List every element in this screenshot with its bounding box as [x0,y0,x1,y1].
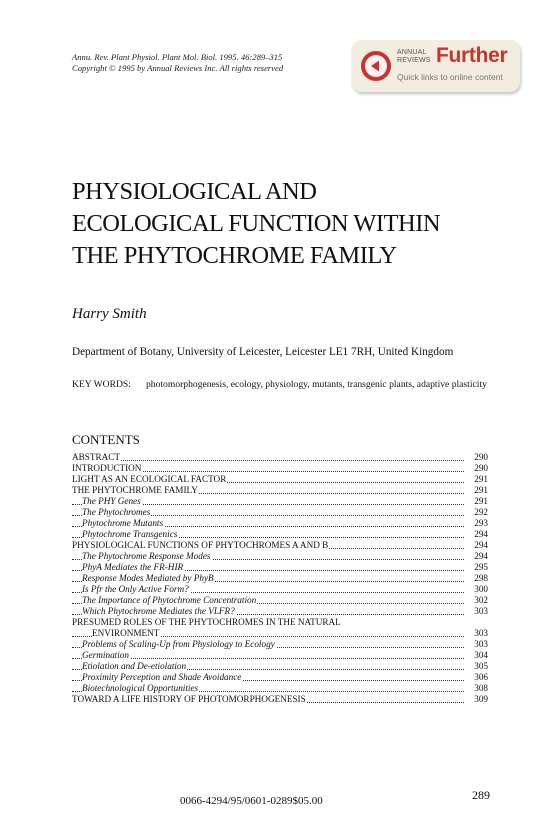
toc-entry-title: The PHY Genes [82,496,141,506]
toc-entry-page: 303 [464,628,488,639]
toc-entry-page: 294 [464,551,488,562]
toc-entry-page: 300 [464,584,488,595]
page-number: 289 [472,788,490,802]
contents-heading: CONTENTS [72,432,140,447]
toc-entry-page: 309 [464,694,488,705]
brand-line-2: REVIEWS [397,57,431,64]
toc-entry-title: PhyA Mediates the FR-HIR [82,562,184,572]
toc-entry-title: PHYSIOLOGICAL FUNCTIONS OF PHYTOCHROMES A AND B [72,540,329,550]
copyright-line: Copyright © 1995 by Annual Reviews Inc. All rights reserved [72,63,284,73]
toc-leader-dots [72,658,464,659]
toc-entry-page: 294 [464,529,488,540]
toc-entry-title: THE PHYTOCHROME FAMILY [72,485,198,495]
article-title [72,176,512,272]
title-line: ECOLOGICAL FUNCTION WITHIN [72,210,441,237]
toc-entry[interactable] [72,650,488,661]
brand-line-1: ANNUAL [397,49,427,56]
toc-entry[interactable] [72,496,488,507]
toc-entry[interactable] [72,683,488,694]
toc-entry-title: Problems of Scaling-Up from Physiology to Ecology [82,639,275,649]
toc-entry-page: 295 [464,562,488,573]
toc-entry-page: 293 [464,518,488,529]
toc-entry-page: 304 [464,650,488,661]
toc-entry-title: Proximity Perception and Shade Avoidance [82,672,242,682]
toc-entry-page: 290 [464,463,488,474]
toc-entry-title: The Importance of Phytochrome Concentration [82,595,257,605]
toc-entry-page: 291 [464,474,488,485]
toc-entry[interactable] [72,672,488,683]
further-label: Further [436,44,508,67]
author-name: Harry Smith [72,306,147,322]
arrow-left-icon [361,51,391,81]
toc-entry[interactable] [72,573,488,584]
toc-entry-title: ABSTRACT [72,452,120,462]
title-line: THE PHYTOCHROME FAMILY [72,242,397,269]
toc-entry-page: 291 [464,496,488,507]
toc-entry-title: LIGHT AS AN ECOLOGICAL FACTOR [72,474,227,484]
toc-entry-page: 298 [464,573,488,584]
toc-entry[interactable] [72,485,488,496]
issn-code: 0066-4294/95/0601-0289$05.00 [180,795,323,807]
toc-entry[interactable] [72,463,488,474]
toc-entry[interactable] [72,606,488,617]
toc-entry-page: 291 [464,485,488,496]
toc-entry-page: 302 [464,595,488,606]
toc-entry[interactable] [72,617,488,628]
toc-entry[interactable] [72,639,488,650]
toc-entry-title: Germination [82,650,129,660]
toc-entry-title: PRESUMED ROLES OF THE PHYTOCHROMES IN THE NATURAL [72,617,341,627]
toc-entry-page: 305 [464,661,488,672]
author-affiliation: Department of Botany, University of Leicester, Leicester LE1 7RH, United Kingdom [72,346,454,358]
keywords-text: photomorphogenesis, ecology, physiology, mutants, transgenic plants, adaptive plasticity [146,379,487,390]
journal-citation: Annu. Rev. Plant Physiol. Plant Mol. Biol. 1995. 46:289–315 [72,52,283,62]
toc-entry-title: Phytochrome Transgenics [82,529,178,539]
toc-leader-dots [72,460,464,461]
toc-entry-page: 303 [464,639,488,650]
toc-entry-page: 303 [464,606,488,617]
toc-entry-title: Phytochrome Mutants [82,518,164,528]
toc-entry[interactable] [72,628,488,639]
toc-entry[interactable] [72,562,488,573]
toc-entry[interactable] [72,661,488,672]
toc-entry-title: Biotechnological Opportunities [82,683,199,693]
journal-citation-block [72,52,283,74]
keywords-label: KEY WORDS: [72,379,131,390]
toc-entry[interactable] [72,540,488,551]
toc-entry-page: 290 [464,452,488,463]
toc-entry[interactable] [72,551,488,562]
toc-entry-page: 306 [464,672,488,683]
toc-entry-title: INTRODUCTION [72,463,142,473]
toc-entry[interactable] [72,584,488,595]
toc-entry[interactable] [72,474,488,485]
quick-links-tagline: Quick links to online content [397,72,503,82]
title-line: PHYSIOLOGICAL AND [72,178,317,205]
toc-entry[interactable] [72,507,488,518]
toc-entry[interactable] [72,529,488,540]
toc-entry[interactable] [72,452,488,463]
annual-reviews-brand [397,49,431,65]
toc-entry-page: 308 [464,683,488,694]
toc-entry-title: Response Modes Mediated by PhyB [82,573,214,583]
table-of-contents [72,452,488,705]
toc-entry-title: The Phytochromes [82,507,151,517]
toc-entry-page: 292 [464,507,488,518]
toc-entry-title: ENVIRONMENT [92,628,160,638]
toc-entry-title: Which Phytochrome Mediates the VLFR? [82,606,235,616]
toc-entry-title: TOWARD A LIFE HISTORY OF PHOTOMORPHOGENESIS [72,694,306,704]
further-links-badge[interactable] [352,40,520,92]
toc-entry-title: Is Pfr the Only Active Form? [82,584,189,594]
toc-entry-page: 294 [464,540,488,551]
toc-entry[interactable] [72,595,488,606]
toc-entry[interactable] [72,694,488,705]
toc-entry[interactable] [72,518,488,529]
toc-entry-title: Etiolation and De-etiolation [82,661,187,671]
toc-entry-title: The Phytochrome Response Modes [82,551,211,561]
